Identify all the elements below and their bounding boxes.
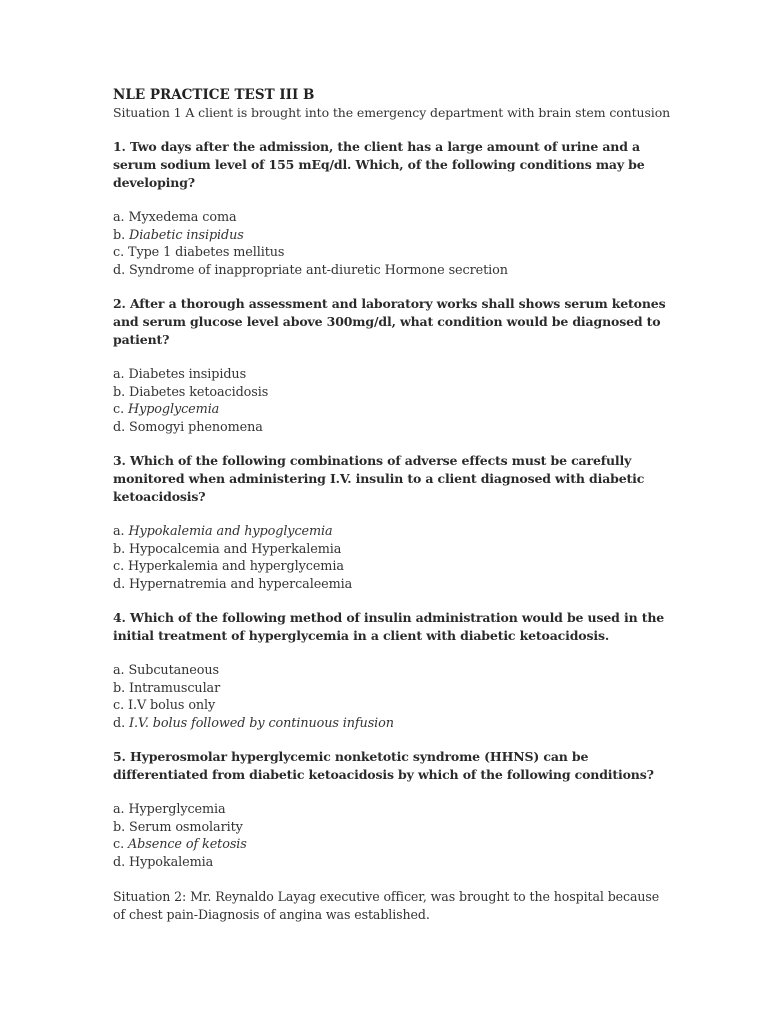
- option-text: Diabetes insipidus: [128, 367, 247, 382]
- option-text: Hyperkalemia and hyperglycemia: [128, 559, 344, 574]
- option-prefix: a.: [113, 367, 129, 382]
- question-4: [113, 609, 673, 732]
- question-1: [113, 138, 673, 279]
- option-prefix: d.: [113, 576, 130, 592]
- option-text: I.V. bolus followed by continuous infusion: [129, 715, 394, 731]
- answer-options: [113, 801, 673, 871]
- option-text: Type 1 diabetes mellitus: [128, 245, 285, 260]
- option-prefix: d.: [113, 419, 130, 435]
- option-prefix: d.: [113, 262, 130, 278]
- option-text: Hypocalcemia and Hyperkalemia: [129, 541, 342, 557]
- option-prefix: c.: [113, 559, 129, 574]
- answer-option: [113, 541, 673, 559]
- question-text: 2. After a thorough assessment and laboratory works shall shows serum ketones and serum glucose level above 300mg/dl, what condition would be diagnosed to patient?: [113, 296, 666, 347]
- answer-option: [113, 819, 673, 837]
- answer-option: [113, 662, 673, 680]
- situation-1-text: Situation 1 A client is brought into the emergency department with brain stem contusion: [113, 105, 671, 120]
- situation-2-text: Situation 2: Mr. Reynaldo Layag executive officer, was brought to the hospital because of chest pain-Diagnosis of angina was established.: [113, 889, 660, 922]
- option-prefix: b.: [113, 384, 130, 400]
- question-5: [113, 748, 673, 871]
- answer-option: [113, 227, 673, 245]
- answer-options: [113, 523, 673, 593]
- option-prefix: b.: [113, 819, 130, 835]
- answer-option: [113, 836, 673, 854]
- option-text: Syndrome of inappropriate ant-diuretic Hormone secretion: [129, 262, 508, 278]
- question-text: 5. Hyperosmolar hyperglycemic nonketotic syndrome (HHNS) can be differentiated from diabetic ketoacidosis by which of the following conditions?: [113, 749, 654, 782]
- option-prefix: a.: [113, 663, 129, 678]
- option-text: Diabetic insipidus: [129, 227, 244, 243]
- option-prefix: d.: [113, 715, 130, 731]
- option-text: Diabetes ketoacidosis: [129, 384, 269, 400]
- option-prefix: a.: [113, 524, 129, 539]
- answer-option: [113, 262, 673, 280]
- option-prefix: c.: [113, 837, 129, 852]
- option-text: Hypernatremia and hypercaleemia: [129, 576, 353, 592]
- option-prefix: a.: [113, 210, 129, 225]
- document-page: [113, 86, 673, 937]
- option-text: Hypokalemia: [129, 854, 214, 870]
- answer-options: [113, 366, 673, 436]
- option-text: Absence of ketosis: [128, 837, 247, 852]
- option-prefix: c.: [113, 698, 129, 713]
- question-text: 4. Which of the following method of insulin administration would be used in the initial treatment of hyperglycemia in a client with diabetic ketoacidosis.: [113, 610, 665, 643]
- answer-options: [113, 662, 673, 732]
- answer-option: [113, 384, 673, 402]
- option-prefix: b.: [113, 227, 130, 243]
- answer-option: [113, 715, 673, 733]
- answer-option: [113, 558, 673, 576]
- option-text: Serum osmolarity: [129, 819, 243, 835]
- questions-list: [113, 138, 673, 871]
- question-2: [113, 295, 673, 436]
- answer-option: [113, 419, 673, 437]
- answer-option: [113, 680, 673, 698]
- answer-option: [113, 209, 673, 227]
- option-prefix: a.: [113, 802, 129, 817]
- document-title: NLE PRACTICE TEST III B: [113, 87, 315, 103]
- question-3: [113, 452, 673, 593]
- question-text: 3. Which of the following combinations of adverse effects must be carefully monitored when administering I.V. insulin to a client diagnosed with diabetic ketoacidosis?: [113, 453, 645, 504]
- option-text: Intramuscular: [129, 680, 221, 696]
- answer-option: [113, 576, 673, 594]
- answer-option: [113, 697, 673, 715]
- answer-options: [113, 209, 673, 279]
- option-text: Hypokalemia and hypoglycemia: [128, 524, 333, 539]
- answer-option: [113, 244, 673, 262]
- option-prefix: c.: [113, 402, 129, 417]
- option-prefix: b.: [113, 541, 130, 557]
- option-prefix: b.: [113, 680, 130, 696]
- answer-option: [113, 366, 673, 384]
- option-text: Myxedema coma: [128, 210, 237, 225]
- answer-option: [113, 854, 673, 872]
- option-prefix: d.: [113, 854, 130, 870]
- answer-option: [113, 523, 673, 541]
- option-text: Hyperglycemia: [128, 802, 226, 817]
- option-text: Somogyi phenomena: [129, 419, 263, 435]
- option-text: Subcutaneous: [128, 663, 219, 678]
- answer-option: [113, 401, 673, 419]
- question-text: 1. Two days after the admission, the client has a large amount of urine and a serum sodium level of 155 mEq/dl. Which, of the following conditions may be developing?: [113, 139, 645, 190]
- option-prefix: c.: [113, 245, 129, 260]
- option-text: Hypoglycemia: [128, 402, 220, 417]
- answer-option: [113, 801, 673, 819]
- option-text: I.V bolus only: [128, 698, 216, 713]
